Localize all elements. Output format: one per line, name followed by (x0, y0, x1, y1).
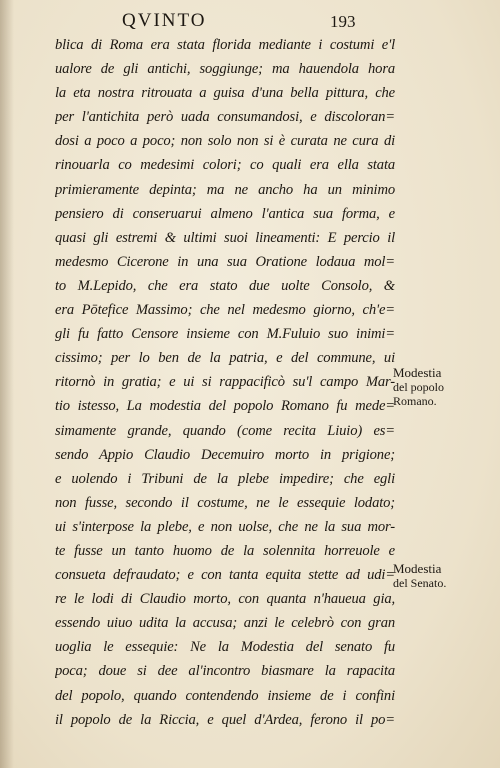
text-line: rinouarla co medesimi colori; co quali era ella stata (55, 157, 395, 174)
text-line: blica di Roma era stata florida mediante i costumi e'l (55, 37, 395, 53)
text-line: del popolo, quando contendendo insieme de i confini (55, 687, 395, 704)
text-line: cissimo; per lo ben de la patria, e del commune, ui (55, 350, 395, 367)
text-line: sendo Appio Claudio Decemuiro morto in prigione; (55, 446, 395, 463)
margin-note-line: Romano. (393, 394, 437, 408)
text-line: gli fu fatto Censore insieme con M.Fuluio suo inimi= (55, 326, 395, 343)
margin-note-line: Modestia (393, 561, 442, 576)
running-head: QVINTO (122, 10, 207, 31)
text-line: simamente grande, quando (come recita Liuio) es= (55, 422, 395, 439)
text-line: ualore de gli antichi, soggiunge; ma hauendola hora (55, 61, 395, 78)
text-line: te fusse un tanto huomo de la solennita horreuole e (55, 542, 395, 559)
margin-note-line: del Senato. (393, 576, 447, 590)
text-line: tio istesso, La modestia del popolo Romano fu mede= (55, 398, 395, 415)
margin-note-modestia-popolo (393, 366, 498, 408)
margin-note-line: Modestia (393, 365, 442, 380)
text-line: to M.Lepido, che era stato due uolte Consolo, & (55, 277, 395, 294)
text-line: non fusse, secondo il costume, ne le essequie lodato; (55, 494, 395, 511)
text-line: la eta nostra ritrouata a guisa d'una bella pittura, che (55, 85, 395, 102)
page-header (0, 6, 500, 34)
text-line: consueta defraudato; e con tanta equita stette ad udi= (55, 567, 395, 584)
text-line: ritornò in gratia; e ui si rappacificò su'l campo Mar- (55, 374, 395, 391)
text-line: il popolo de la Riccia, e quel d'Ardea, ferono il po= (55, 711, 395, 728)
text-line: ui s'interpose la plebe, e non uolse, che ne la sua mor- (55, 518, 395, 535)
text-line: pensiero di conseruarui almeno l'antica sua forma, e (55, 205, 395, 222)
gutter-shadow (0, 0, 14, 768)
text-line: per l'antichita però uada consumandosi, e discoloran= (55, 109, 395, 126)
text-line: uoglia le essequie: Ne la Modestia del senato fu (55, 639, 395, 656)
margin-note-modestia-senato (393, 562, 498, 590)
body-text (55, 33, 395, 732)
text-line: essendo uiuo udita la accusa; anzi le celebrò con gran (55, 615, 395, 632)
text-line: quasi gli estremi & ultimi suoi lineamenti: E percio il (55, 229, 395, 246)
page-number: 193 (330, 12, 356, 31)
text-line: re le lodi di Claudio morto, con quanta n'haueua gia, (55, 591, 395, 608)
text-line: medesmo Cicerone in una sua Oratione lodaua mol= (55, 253, 395, 270)
text-line: e uolendo i Tribuni de la plebe impedire; che egli (55, 470, 395, 487)
text-line: era Pōtefice Massimo; che nel medesmo giorno, ch'e= (55, 302, 395, 319)
text-line: dosi a poco a poco; non solo non si è curata ne cura di (55, 133, 395, 150)
text-line: poca; doue si dee al'incontro biasmare la rapacita (55, 663, 395, 680)
margin-note-line: del popolo (393, 380, 444, 394)
text-line: primieramente depinta; ma ne ancho ha un minimo (55, 181, 395, 198)
